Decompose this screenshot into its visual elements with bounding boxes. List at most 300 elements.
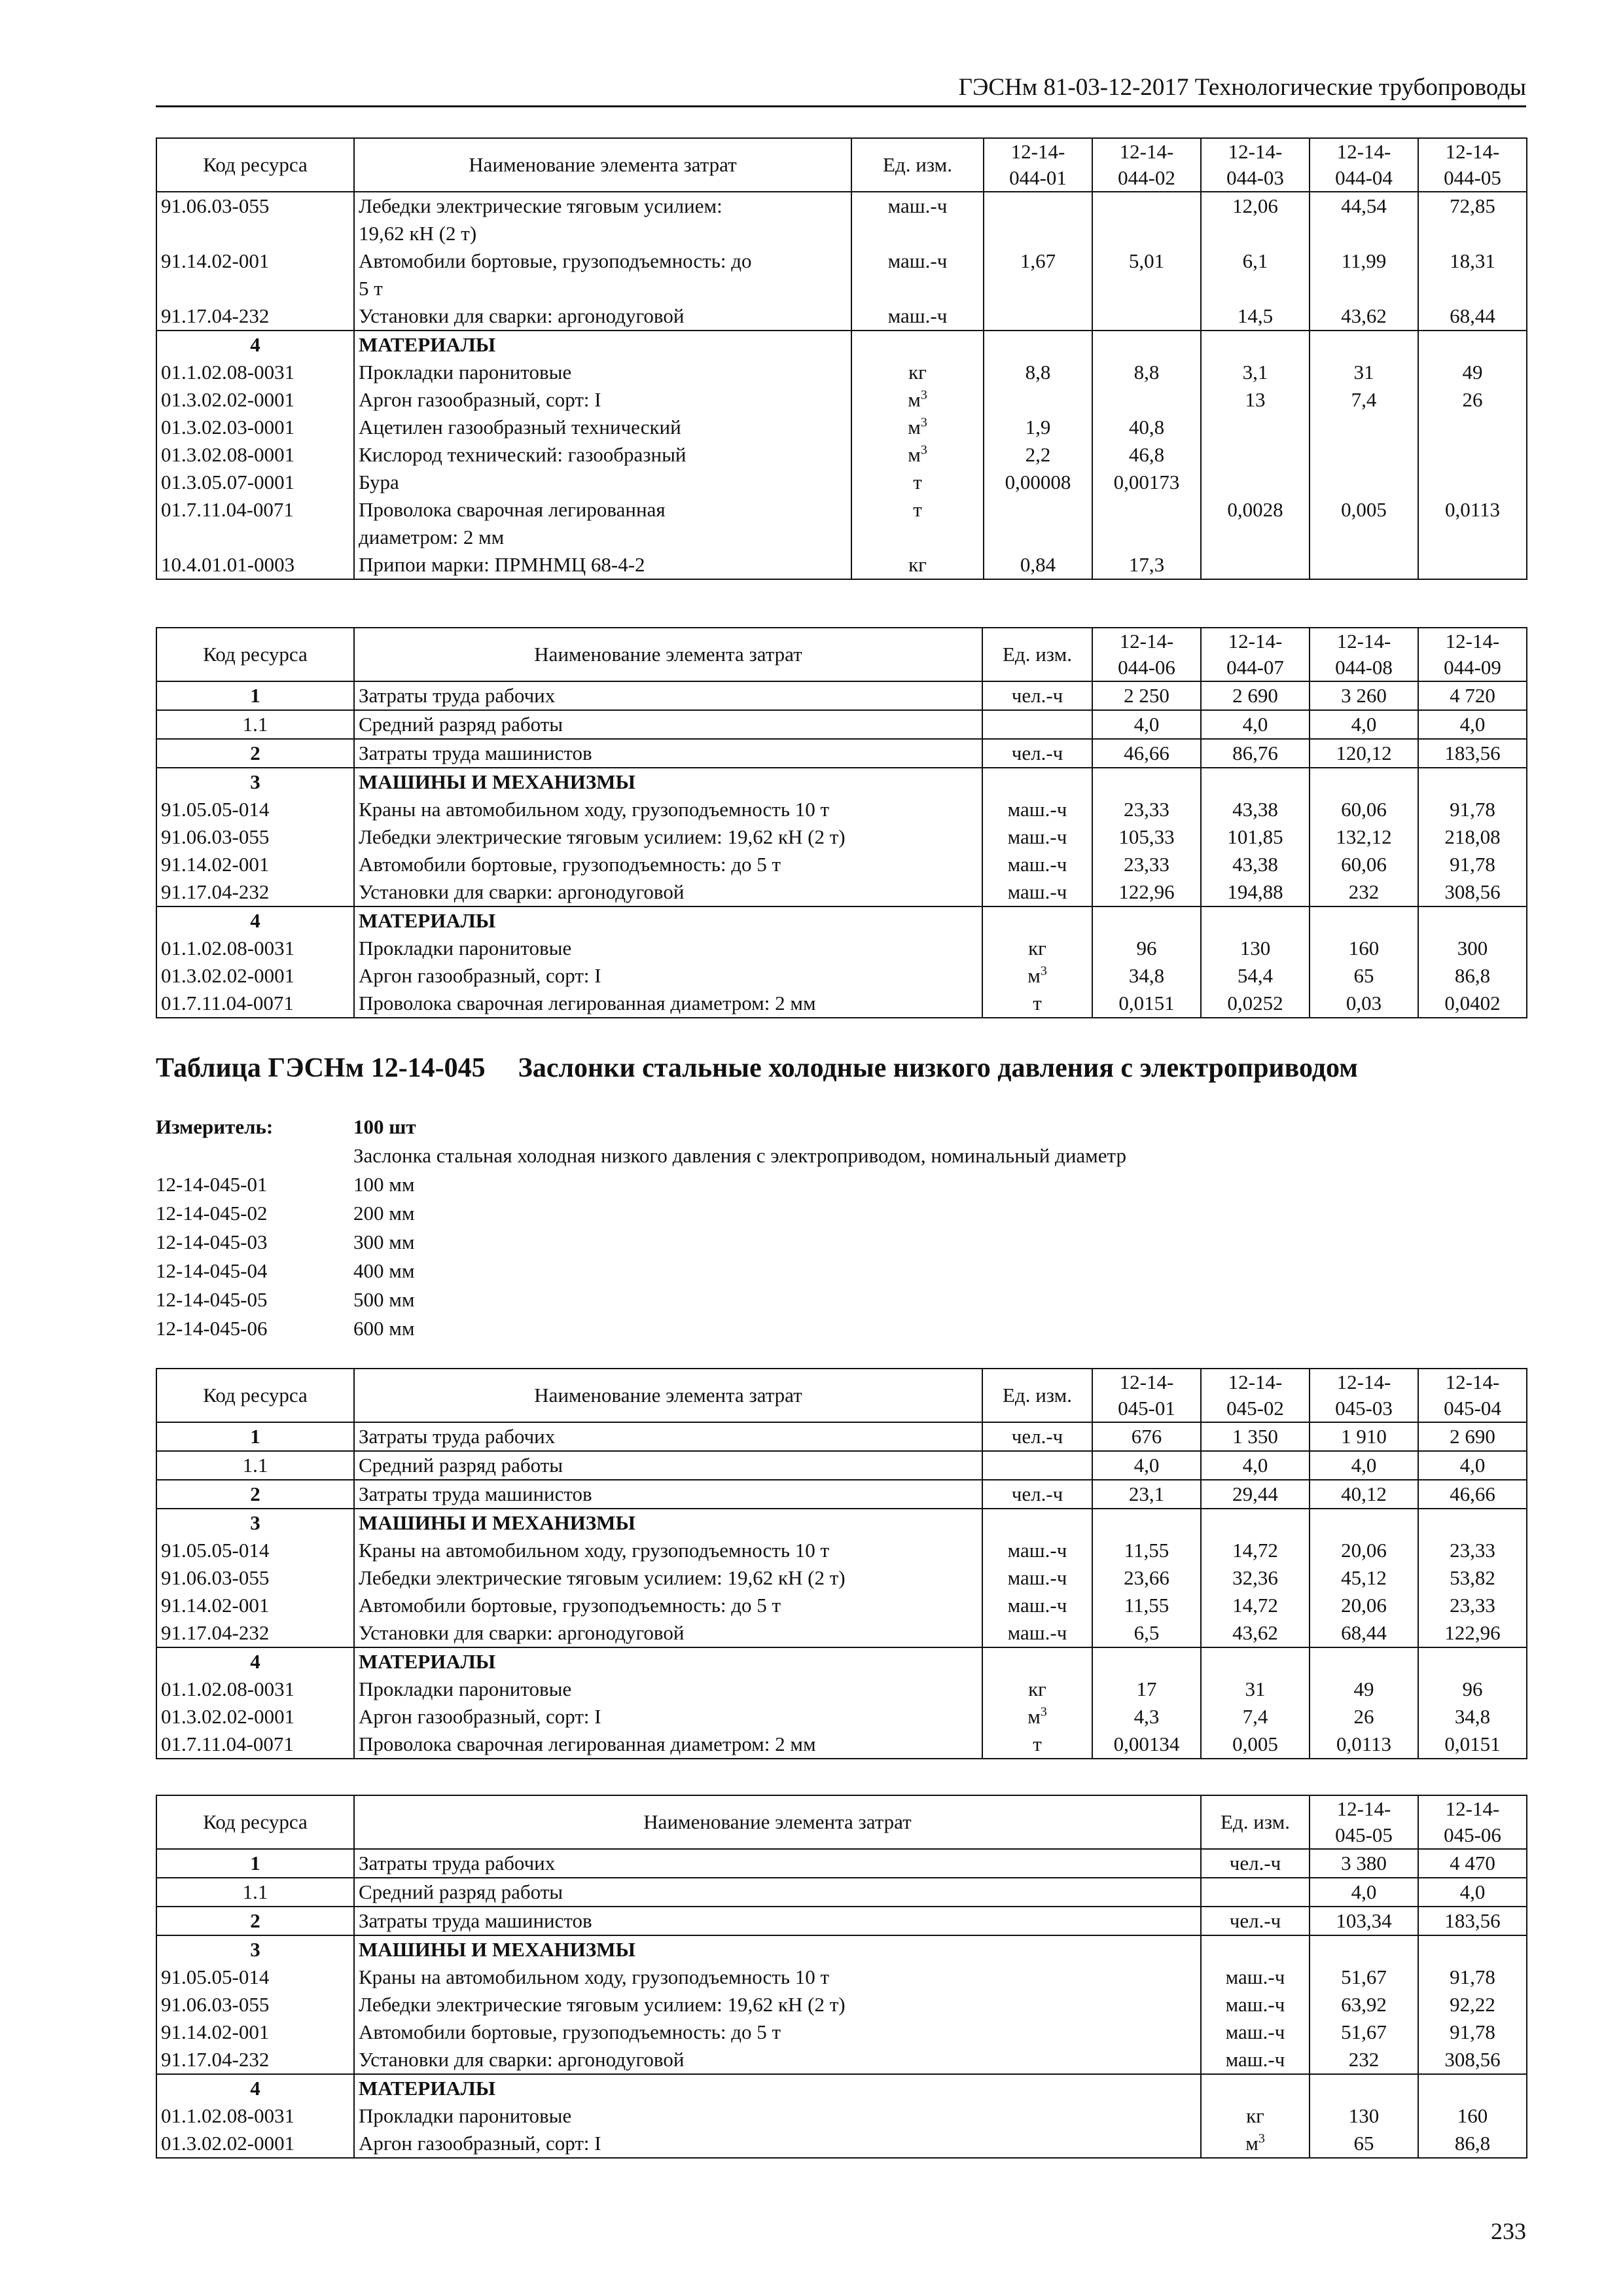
cost-table-2 <box>156 627 1527 1018</box>
unit-of-measure: чел.-ч <box>982 1422 1092 1451</box>
norm-value: 46,66 <box>1418 1480 1527 1509</box>
cost-element-name: Лебедки электрические тяговым усилием: 19,62 кН (2 т) <box>354 1991 1201 2018</box>
norm-value: 308,56 <box>1418 878 1527 906</box>
table-row <box>156 1422 1527 1451</box>
norm-value: 60,06 <box>1310 851 1418 878</box>
norm-value <box>1201 768 1310 796</box>
unit-of-measure <box>982 1451 1092 1480</box>
norm-value: 0,0113 <box>1310 1731 1418 1759</box>
norm-value <box>1418 1935 1527 1964</box>
table-row <box>156 2102 1527 2130</box>
norm-value <box>1418 551 1527 579</box>
norm-value: 17,3 <box>1092 551 1201 579</box>
cost-element-name: Автомобили бортовые, грузоподъемность: до 5 т <box>354 247 851 302</box>
table-row <box>156 469 1527 496</box>
cost-element-name: Средний разряд работы <box>354 1451 982 1480</box>
norm-value: 2 690 <box>1418 1422 1527 1451</box>
norm-value: 11,55 <box>1092 1537 1201 1564</box>
norm-value <box>1201 414 1310 441</box>
meter-item-code: 12-14-045-01 <box>156 1173 268 1196</box>
norm-value: 676 <box>1092 1422 1201 1451</box>
table-row <box>156 441 1527 469</box>
cost-element-name: МАШИНЫ И МЕХАНИЗМЫ <box>354 1509 982 1537</box>
norm-value: 51,67 <box>1310 1964 1418 1991</box>
norm-value: 132,12 <box>1310 823 1418 851</box>
resource-code: 3 <box>156 1935 354 1964</box>
table-title <box>156 1052 1358 1084</box>
unit-of-measure: $м^3$ <box>1201 2130 1310 2158</box>
table-row <box>156 359 1527 386</box>
norm-value: 32,36 <box>1201 1564 1310 1592</box>
norm-value: 43,38 <box>1201 851 1310 878</box>
norm-value: 4,0 <box>1418 710 1527 739</box>
resource-code: 91.17.04-232 <box>156 302 354 331</box>
norm-value: 13 <box>1201 386 1310 414</box>
norm-value: 43,62 <box>1310 302 1418 331</box>
meter-item-value: 500 мм <box>353 1288 415 1311</box>
unit-of-measure: $м^3$ <box>851 386 984 414</box>
norm-value: 91,78 <box>1418 1964 1527 1991</box>
resource-code: 91.14.02-001 <box>156 2018 354 2046</box>
norm-value: 7,4 <box>1201 1703 1310 1731</box>
cost-element-name: Затраты труда рабочих <box>354 681 982 710</box>
unit-of-measure: $м^3$ <box>851 414 984 441</box>
norm-value: 54,4 <box>1201 962 1310 990</box>
table-row <box>156 386 1527 414</box>
cost-element-name: Установки для сварки: аргонодуговой <box>354 302 851 331</box>
cost-element-name: Проволока сварочная легированная диаметром: 2 мм <box>354 1731 982 1759</box>
table-row <box>156 1451 1527 1480</box>
norm-value <box>1092 768 1201 796</box>
norm-value: 1 910 <box>1310 1422 1418 1451</box>
norm-value: 2 250 <box>1092 681 1201 710</box>
meter-unit: 100 шт <box>353 1115 416 1138</box>
unit-of-measure <box>851 331 984 359</box>
norm-value <box>1418 1647 1527 1676</box>
section-row <box>156 906 1527 935</box>
table-row <box>156 1964 1527 1991</box>
norm-value <box>984 331 1092 359</box>
table-row <box>156 851 1527 878</box>
norm-value: 29,44 <box>1201 1480 1310 1509</box>
table-row <box>156 192 1527 247</box>
table-row <box>156 1676 1527 1703</box>
table-row <box>156 247 1527 302</box>
norm-value <box>1310 331 1418 359</box>
meter-item-code: 12-14-045-03 <box>156 1230 268 1253</box>
unit-of-measure <box>1201 1935 1310 1964</box>
cost-element-name: Прокладки паронитовые <box>354 359 851 386</box>
norm-value: 232 <box>1310 878 1418 906</box>
section-row <box>156 2074 1527 2102</box>
column-header: Ед. изм. <box>1201 1795 1310 1849</box>
norm-value: 4,0 <box>1310 1451 1418 1480</box>
norm-value: 17 <box>1092 1676 1201 1703</box>
unit-of-measure: маш.-ч <box>1201 1964 1310 1991</box>
norm-value: 14,72 <box>1201 1537 1310 1564</box>
table-row <box>156 1480 1527 1509</box>
column-header: Код ресурса <box>156 1369 354 1422</box>
unit-of-measure: маш.-ч <box>851 247 984 302</box>
column-header: Код ресурса <box>156 138 354 192</box>
column-header: 12-14- 044-07 <box>1201 628 1310 681</box>
running-header: ГЭСНм 81-03-12-2017 Технологические трубопроводы <box>156 73 1526 107</box>
norm-value <box>1201 1647 1310 1676</box>
table-row <box>156 2018 1527 2046</box>
table-row <box>156 1991 1527 2018</box>
norm-value: 4,0 <box>1201 710 1310 739</box>
norm-value <box>1092 1647 1201 1676</box>
norm-value <box>1418 441 1527 469</box>
cost-element-name: Ацетилен газообразный технический <box>354 414 851 441</box>
norm-value: 20,06 <box>1310 1537 1418 1564</box>
norm-value: 4,0 <box>1310 710 1418 739</box>
norm-value: 96 <box>1092 935 1201 962</box>
unit-of-measure <box>982 1509 1092 1537</box>
resource-code: 91.17.04-232 <box>156 878 354 906</box>
norm-value: 5,01 <box>1092 247 1201 302</box>
norm-value: 68,44 <box>1418 302 1527 331</box>
norm-value: 0,00134 <box>1092 1731 1201 1759</box>
norm-value <box>1310 441 1418 469</box>
norm-value: 160 <box>1310 935 1418 962</box>
resource-code: 01.3.02.03-0001 <box>156 414 354 441</box>
table-row <box>156 1592 1527 1619</box>
column-header: 12-14- 044-06 <box>1092 628 1201 681</box>
table-header-row <box>156 1369 1527 1422</box>
norm-value: 2 690 <box>1201 681 1310 710</box>
norm-value: 26 <box>1310 1703 1418 1731</box>
norm-value: 72,85 <box>1418 192 1527 247</box>
resource-code: 01.3.02.02-0001 <box>156 2130 354 2158</box>
cost-element-name: Краны на автомобильном ходу, грузоподъемность 10 т <box>354 1537 982 1564</box>
resource-code: 1.1 <box>156 1878 354 1907</box>
meter-item <box>156 1285 1126 1314</box>
unit-of-measure: маш.-ч <box>982 823 1092 851</box>
norm-value: 91,78 <box>1418 796 1527 823</box>
cost-element-name: Аргон газообразный, сорт: I <box>354 386 851 414</box>
meter-item-value: 300 мм <box>353 1230 415 1253</box>
table-row <box>156 823 1527 851</box>
norm-value <box>1310 906 1418 935</box>
norm-value <box>1310 2074 1418 2102</box>
norm-value: 23,33 <box>1418 1592 1527 1619</box>
norm-value: 308,56 <box>1418 2046 1527 2074</box>
norm-value: 23,33 <box>1418 1537 1527 1564</box>
unit-of-measure: маш.-ч <box>1201 2018 1310 2046</box>
meter-item-value: 200 мм <box>353 1202 415 1225</box>
resource-code: 10.4.01.01-0003 <box>156 551 354 579</box>
unit-of-measure: маш.-ч <box>982 1619 1092 1647</box>
cost-element-name: Установки для сварки: аргонодуговой <box>354 878 982 906</box>
norm-value: 18,31 <box>1418 247 1527 302</box>
column-header: Ед. изм. <box>982 628 1092 681</box>
unit-of-measure: т <box>851 469 984 496</box>
norm-value: 3 260 <box>1310 681 1418 710</box>
meter-item-code: 12-14-045-02 <box>156 1202 268 1225</box>
section-row <box>156 1647 1527 1676</box>
meter-block <box>156 1113 1126 1343</box>
meter-item-code: 12-14-045-04 <box>156 1259 268 1282</box>
section-row <box>156 331 1527 359</box>
norm-value <box>1092 331 1201 359</box>
norm-value: 43,38 <box>1201 796 1310 823</box>
resource-code: 4 <box>156 2074 354 2102</box>
norm-value: 4,0 <box>1418 1451 1527 1480</box>
cost-element-name: МАТЕРИАЛЫ <box>354 906 982 935</box>
norm-value: 8,8 <box>984 359 1092 386</box>
norm-value: 53,82 <box>1418 1564 1527 1592</box>
unit-of-measure: маш.-ч <box>851 192 984 247</box>
norm-value: 12,06 <box>1201 192 1310 247</box>
norm-value: 86,8 <box>1418 962 1527 990</box>
cost-element-name: Проволока сварочная легированная диаметром: 2 мм <box>354 990 982 1018</box>
resource-code: 2 <box>156 1480 354 1509</box>
cost-element-name: Краны на автомобильном ходу, грузоподъемность 10 т <box>354 1964 1201 1991</box>
cost-element-name: Прокладки паронитовые <box>354 1676 982 1703</box>
cost-element-name: Установки для сварки: аргонодуговой <box>354 2046 1201 2074</box>
norm-value: 14,72 <box>1201 1592 1310 1619</box>
table-row <box>156 2046 1527 2074</box>
norm-value: 34,8 <box>1092 962 1201 990</box>
norm-value <box>1201 551 1310 579</box>
norm-value: 0,0402 <box>1418 990 1527 1018</box>
resource-code: 2 <box>156 739 354 768</box>
norm-value: 4,0 <box>1201 1451 1310 1480</box>
meter-item <box>156 1228 1126 1257</box>
column-header: Наименование элемента затрат <box>354 1795 1201 1849</box>
resource-code: 01.3.02.02-0001 <box>156 1703 354 1731</box>
unit-of-measure: чел.-ч <box>982 1480 1092 1509</box>
norm-value: 0,005 <box>1201 1731 1310 1759</box>
cost-element-name: Автомобили бортовые, грузоподъемность: до 5 т <box>354 851 982 878</box>
norm-value: 68,44 <box>1310 1619 1418 1647</box>
column-header: Наименование элемента затрат <box>354 628 982 681</box>
cost-element-name: Затраты труда машинистов <box>354 1907 1201 1935</box>
cost-element-name: МАТЕРИАЛЫ <box>354 1647 982 1676</box>
unit-of-measure: маш.-ч <box>982 878 1092 906</box>
meter-item <box>156 1314 1126 1343</box>
cost-element-name: Аргон газообразный, сорт: I <box>354 1703 982 1731</box>
unit-of-measure <box>1201 1878 1310 1907</box>
resource-code: 91.06.03-055 <box>156 192 354 247</box>
resource-code: 4 <box>156 1647 354 1676</box>
norm-value: 183,56 <box>1418 1907 1527 1935</box>
unit-of-measure: кг <box>1201 2102 1310 2130</box>
table-row <box>156 1703 1527 1731</box>
norm-value: 51,67 <box>1310 2018 1418 2046</box>
norm-value: 92,22 <box>1418 1991 1527 2018</box>
norm-value: 46,66 <box>1092 739 1201 768</box>
table-row <box>156 878 1527 906</box>
column-header: 12-14- 045-06 <box>1418 1795 1527 1849</box>
norm-value: 23,33 <box>1092 851 1201 878</box>
norm-value: 232 <box>1310 2046 1418 2074</box>
unit-of-measure: кг <box>851 551 984 579</box>
cost-element-name: Автомобили бортовые, грузоподъемность: до 5 т <box>354 2018 1201 2046</box>
norm-value <box>1418 768 1527 796</box>
norm-value: 0,00173 <box>1092 469 1201 496</box>
column-header: Наименование элемента затрат <box>354 138 851 192</box>
norm-value: 43,62 <box>1201 1619 1310 1647</box>
norm-value: 23,1 <box>1092 1480 1201 1509</box>
resource-code: 01.3.02.08-0001 <box>156 441 354 469</box>
cost-element-name: МАТЕРИАЛЫ <box>354 2074 1201 2102</box>
norm-value: 31 <box>1201 1676 1310 1703</box>
norm-value: 86,8 <box>1418 2130 1527 2158</box>
cost-element-name: МАТЕРИАЛЫ <box>354 331 851 359</box>
column-header: Ед. изм. <box>851 138 984 192</box>
norm-value <box>1310 768 1418 796</box>
norm-value: 0,0151 <box>1418 1731 1527 1759</box>
norm-value: 120,12 <box>1310 739 1418 768</box>
norm-value <box>1310 414 1418 441</box>
norm-value: 0,0028 <box>1201 496 1310 551</box>
unit-of-measure: кг <box>982 1676 1092 1703</box>
table-row <box>156 1878 1527 1907</box>
norm-value: 3,1 <box>1201 359 1310 386</box>
norm-value: 4 470 <box>1418 1849 1527 1878</box>
column-header: 12-14- 045-03 <box>1310 1369 1418 1422</box>
cost-element-name: Затраты труда рабочих <box>354 1849 1201 1878</box>
cost-element-name: Автомобили бортовые, грузоподъемность: до 5 т <box>354 1592 982 1619</box>
table-row <box>156 710 1527 739</box>
norm-value: 2,2 <box>984 441 1092 469</box>
norm-value: 49 <box>1418 359 1527 386</box>
table-row <box>156 1907 1527 1935</box>
column-header: 12-14- 044-02 <box>1092 138 1201 192</box>
unit-of-measure: кг <box>982 935 1092 962</box>
unit-of-measure: маш.-ч <box>851 302 984 331</box>
norm-value <box>1201 441 1310 469</box>
norm-value: 44,54 <box>1310 192 1418 247</box>
norm-value: 60,06 <box>1310 796 1418 823</box>
unit-of-measure: чел.-ч <box>1201 1849 1310 1878</box>
norm-value: 194,88 <box>1201 878 1310 906</box>
cost-element-name: Прокладки паронитовые <box>354 935 982 962</box>
norm-value: 26 <box>1418 386 1527 414</box>
table-title-label: Таблица ГЭСНм 12-14-045 <box>156 1053 486 1083</box>
cost-element-name: МАШИНЫ И МЕХАНИЗМЫ <box>354 1935 1201 1964</box>
norm-value: 7,4 <box>1310 386 1418 414</box>
table-row <box>156 990 1527 1018</box>
resource-code: 01.3.05.07-0001 <box>156 469 354 496</box>
table-header-row <box>156 1795 1527 1849</box>
resource-code: 3 <box>156 1509 354 1537</box>
norm-value <box>1092 496 1201 551</box>
meter-item-value: 100 мм <box>353 1173 415 1196</box>
norm-value: 6,1 <box>1201 247 1310 302</box>
norm-value: 40,12 <box>1310 1480 1418 1509</box>
norm-value: 0,005 <box>1310 496 1418 551</box>
resource-code: 01.7.11.04-0071 <box>156 496 354 551</box>
norm-value: 1,9 <box>984 414 1092 441</box>
resource-code: 91.06.03-055 <box>156 1991 354 2018</box>
unit-of-measure: маш.-ч <box>982 796 1092 823</box>
norm-value: 101,85 <box>1201 823 1310 851</box>
resource-code: 1 <box>156 681 354 710</box>
unit-of-measure: маш.-ч <box>982 1537 1092 1564</box>
norm-value: 300 <box>1418 935 1527 962</box>
norm-value: 105,33 <box>1092 823 1201 851</box>
unit-of-measure: маш.-ч <box>982 1564 1092 1592</box>
column-header: 12-14- 044-04 <box>1310 138 1418 192</box>
norm-value: 23,66 <box>1092 1564 1201 1592</box>
norm-value: 34,8 <box>1418 1703 1527 1731</box>
resource-code: 01.1.02.08-0031 <box>156 2102 354 2130</box>
norm-value <box>1310 1647 1418 1676</box>
resource-code: 1 <box>156 1422 354 1451</box>
resource-code: 1.1 <box>156 710 354 739</box>
norm-value <box>984 496 1092 551</box>
resource-code: 91.06.03-055 <box>156 1564 354 1592</box>
resource-code: 91.14.02-001 <box>156 851 354 878</box>
table-row <box>156 414 1527 441</box>
section-row <box>156 768 1527 796</box>
resource-code: 01.3.02.02-0001 <box>156 386 354 414</box>
table-row <box>156 551 1527 579</box>
unit-of-measure: маш.-ч <box>1201 2046 1310 2074</box>
norm-value <box>1418 2074 1527 2102</box>
norm-value: 1,67 <box>984 247 1092 302</box>
meter-item <box>156 1199 1126 1228</box>
norm-value <box>1418 331 1527 359</box>
norm-value <box>1310 1509 1418 1537</box>
norm-value: 4,0 <box>1092 1451 1201 1480</box>
norm-value: 0,00008 <box>984 469 1092 496</box>
unit-of-measure <box>1201 2074 1310 2102</box>
column-header: Наименование элемента затрат <box>354 1369 982 1422</box>
unit-of-measure: $м^3$ <box>851 441 984 469</box>
norm-value <box>1418 414 1527 441</box>
resource-code: 91.05.05-014 <box>156 1964 354 1991</box>
unit-of-measure: чел.-ч <box>982 739 1092 768</box>
norm-value: 40,8 <box>1092 414 1201 441</box>
norm-value: 3 380 <box>1310 1849 1418 1878</box>
table-row <box>156 935 1527 962</box>
table-row <box>156 681 1527 710</box>
table-row <box>156 1564 1527 1592</box>
unit-of-measure: маш.-ч <box>982 851 1092 878</box>
unit-of-measure: $м^3$ <box>982 962 1092 990</box>
cost-element-name: Проволока сварочная легированная диаметром: 2 мм <box>354 496 851 551</box>
cost-element-name: Аргон газообразный, сорт: I <box>354 2130 1201 2158</box>
norm-value <box>1418 906 1527 935</box>
norm-value <box>1092 386 1201 414</box>
norm-value: 4 720 <box>1418 681 1527 710</box>
meter-item-code: 12-14-045-06 <box>156 1317 268 1340</box>
norm-value: 63,92 <box>1310 1991 1418 2018</box>
norm-value <box>1418 1509 1527 1537</box>
unit-of-measure: т <box>851 496 984 551</box>
column-header: 12-14- 044-09 <box>1418 628 1527 681</box>
norm-value <box>1310 551 1418 579</box>
unit-of-measure <box>982 768 1092 796</box>
resource-code: 91.17.04-232 <box>156 1619 354 1647</box>
table-title-name: Заслонки стальные холодные низкого давления с электроприводом <box>518 1053 1358 1083</box>
norm-value: 86,76 <box>1201 739 1310 768</box>
norm-value: 65 <box>1310 2130 1418 2158</box>
norm-value <box>1201 906 1310 935</box>
cost-element-name: Установки для сварки: аргонодуговой <box>354 1619 982 1647</box>
cost-element-name: Прокладки паронитовые <box>354 2102 1201 2130</box>
norm-value <box>1092 302 1201 331</box>
cost-table-3 <box>156 1368 1527 1759</box>
meter-label: Измеритель: <box>156 1115 274 1138</box>
section-row <box>156 1509 1527 1537</box>
norm-value: 14,5 <box>1201 302 1310 331</box>
column-header: 12-14- 045-01 <box>1092 1369 1201 1422</box>
